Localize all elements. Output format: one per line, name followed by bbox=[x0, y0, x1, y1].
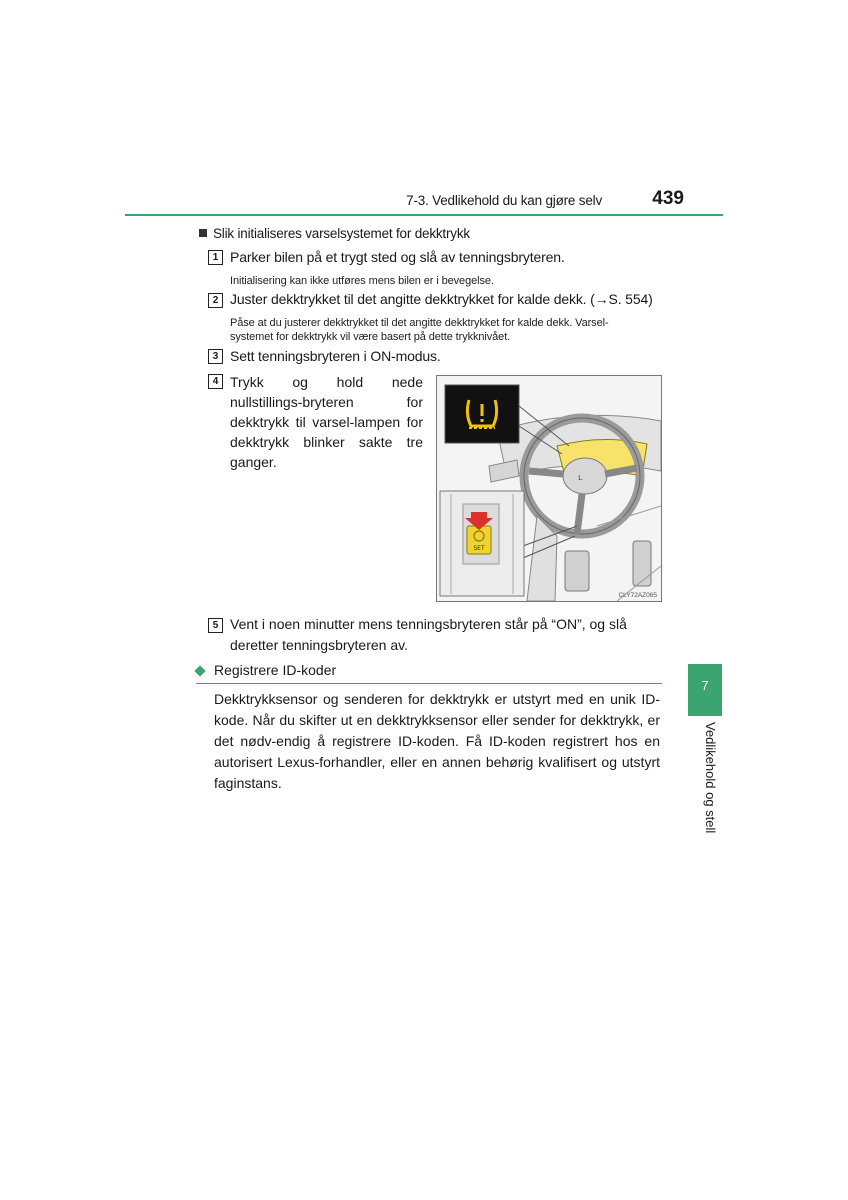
dashboard-drawing bbox=[437, 376, 661, 601]
step-badge-1: 1 bbox=[208, 250, 223, 265]
step-2-note-line-2: systemet for dekktrykk vil være basert på dette trykknivået. bbox=[230, 331, 511, 343]
chapter-tab: 7 bbox=[688, 664, 722, 716]
subsection-heading: Registrere ID-koder bbox=[214, 662, 337, 678]
subsection-paragraph: Dekktrykksensor og senderen for dekktrykk er utstyrt med en unik ID-kode. Når du skifter ut en dekktrykksensor eller sender for dekktrykk, er det nødv-endig å registrere ID-koden. Få ID-koden registrert hos en autorisert Lexus-forhandler, eller en annen behørig kvalifisert og utstyrt faginstans. bbox=[214, 691, 660, 791]
chapter-title: Vedlikehold og stell bbox=[703, 722, 718, 834]
step-4-text: Trykk og hold nede nullstillings-bryteren for dekktrykk til varsel-lampen for dekktrykk blinker sakte tre ganger. bbox=[230, 374, 423, 470]
header-section-title: 7-3. Vedlikehold du kan gjøre selv bbox=[406, 193, 602, 208]
header-rule bbox=[125, 214, 723, 216]
step-5-text: Vent i noen minutter mens tenningsbryteren står på “ON”, og slå deretter tenningsbryteren av. bbox=[230, 616, 627, 653]
step-2-text: Juster dekktrykket til det angitte dekktrykket for kalde dekk. (→S. 554) bbox=[230, 291, 653, 307]
step-badge-5: 5 bbox=[208, 618, 223, 633]
step-badge-2: 2 bbox=[208, 293, 223, 308]
step-1-note: Initialisering kan ikke utføres mens bilen er i bevegelse. bbox=[230, 275, 494, 287]
step-badge-4: 4 bbox=[208, 374, 223, 389]
page-number: 439 bbox=[652, 188, 684, 209]
step-3-text: Sett tenningsbryteren i ON-modus. bbox=[230, 348, 441, 364]
step-1-text: Parker bilen på et trygt sted og slå av tenningsbryteren. bbox=[230, 249, 565, 265]
reset-button-label: SET bbox=[473, 545, 485, 552]
step-2-note-line-1: Påse at du justerer dekktrykket til det angitte dekktrykket for kalde dekk. Varsel- bbox=[230, 317, 609, 329]
figure-code: CLY72AZ065 bbox=[618, 592, 657, 599]
subsection-rule bbox=[196, 683, 662, 684]
section-heading bbox=[199, 226, 470, 241]
diamond-bullet-icon bbox=[194, 665, 205, 676]
square-bullet-icon bbox=[199, 229, 207, 237]
svg-text:ʟ: ʟ bbox=[578, 473, 583, 483]
section-heading-text: Slik initialiseres varselsystemet for dekktrykk bbox=[213, 226, 470, 241]
step-badge-3: 3 bbox=[208, 349, 223, 364]
dashboard-illustration bbox=[436, 375, 662, 602]
